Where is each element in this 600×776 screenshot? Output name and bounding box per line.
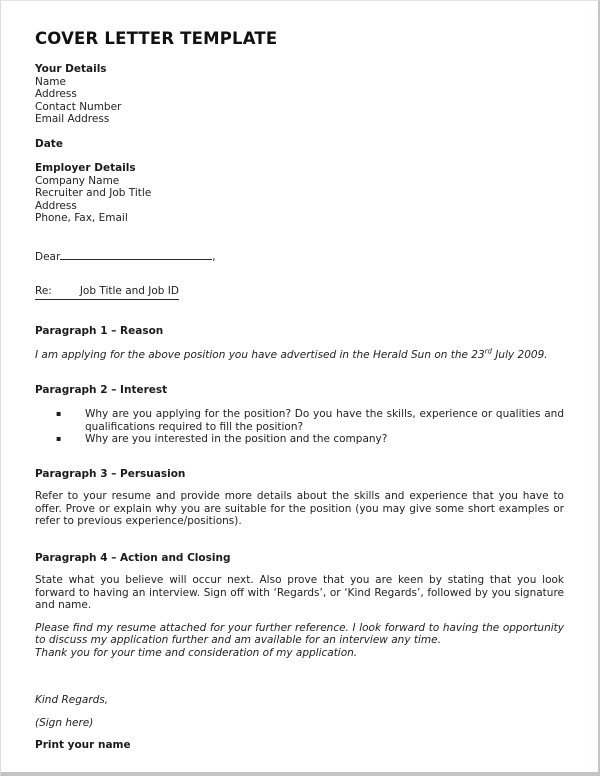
employer-recruiter-job-title: Recruiter and Job Title [35, 187, 152, 199]
bullet-text: Why are you interested in the position and the company? [85, 433, 388, 445]
bullet-item [35, 408, 564, 433]
closing-print-name: Print your name [35, 739, 131, 751]
paragraph1-body [35, 349, 564, 362]
italic-note-line2: Thank you for your time and consideration of my application. [35, 646, 358, 659]
your-details-section [35, 63, 564, 126]
your-details-address: Address [35, 88, 77, 100]
re-underlined-text [35, 285, 179, 300]
paragraph1-body-text: I am applying for the above position you have advertised in the Herald Sun on the 23 [35, 349, 485, 361]
closing-sign-off: Kind Regards, [35, 694, 109, 706]
salutation-prefix: Dear [35, 250, 61, 263]
paragraph4-body: State what you believe will occur next. Also prove that you are keen by stating that you look forward to having an interview. Sign off with ‘Regards’, or ‘Kind Regards’, followed by you signature and name. [35, 574, 564, 611]
paragraph2-heading: Paragraph 2 – Interest [35, 383, 168, 396]
bullet-item [35, 433, 564, 446]
paragraph1-body-text-end: July 2009. [492, 349, 548, 361]
date-heading: Date [35, 137, 63, 150]
salutation-blank-underline [60, 249, 212, 260]
salutation-suffix: , [212, 250, 216, 263]
your-details-contact-number: Contact Number [35, 100, 122, 113]
salutation-line [35, 249, 564, 264]
paragraph3-heading: Paragraph 3 – Persuasion [35, 467, 186, 480]
re-line [35, 285, 564, 300]
employer-details-heading: Employer Details [35, 162, 136, 174]
bullet-marker-icon: ▪ [56, 434, 62, 443]
employer-phone-fax-email: Phone, Fax, Email [35, 212, 128, 224]
paragraph4-heading: Paragraph 4 – Action and Closing [35, 551, 231, 564]
employer-address: Address [35, 199, 77, 212]
employer-details-section [35, 162, 564, 225]
bullet-marker-icon: ▪ [56, 409, 62, 418]
italic-note-line1: Please find my resume attached for your further reference. I look forward to having the opportunity to discuss my application further and am available for an interview any time. [35, 621, 564, 646]
bullet-text: Why are you applying for the position? Do you have the skills, experience or qualities and qualifications required to fill the position? [85, 408, 564, 433]
paragraph1-heading: Paragraph 1 – Reason [35, 324, 164, 337]
re-value: Job Title and Job ID [79, 285, 179, 297]
your-details-heading: Your Details [35, 63, 107, 75]
closing-sign-here: (Sign here) [35, 716, 94, 729]
re-label: Re: [35, 285, 52, 297]
paragraph1-ordinal-suffix: rd [484, 347, 492, 356]
employer-company-name: Company Name [35, 174, 120, 187]
paragraph4-italic-note [35, 622, 564, 660]
paragraph2-bullet-list [35, 408, 564, 446]
paragraph3-body: Refer to your resume and provide more details about the skills and experience that you have to offer. Prove or explain why you are suitable for the position (you may give some short examples or refer to previous experience/positions). [35, 490, 564, 527]
your-details-name: Name [35, 75, 66, 88]
your-details-email-address: Email Address [35, 113, 110, 125]
document-title: COVER LETTER TEMPLATE [35, 29, 278, 48]
